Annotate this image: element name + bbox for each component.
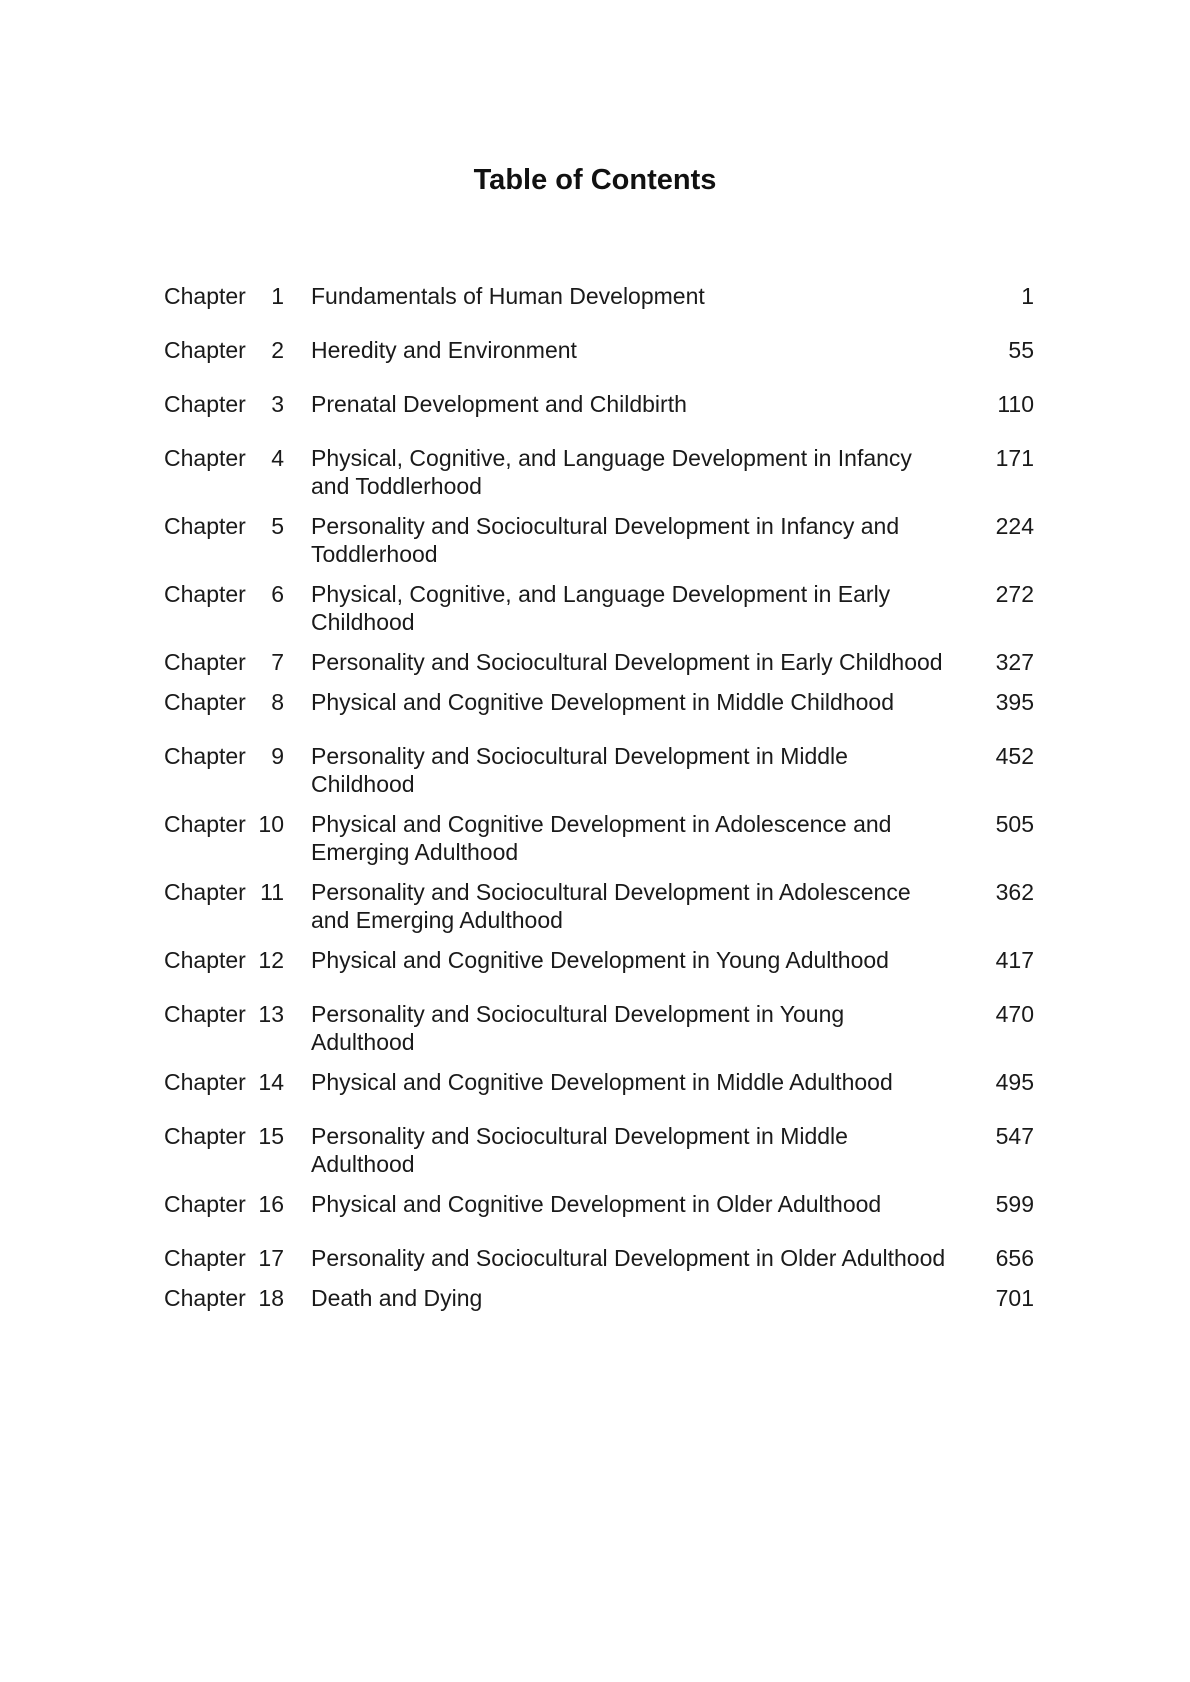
chapter-title: Physical and Cognitive Development in Older Adulthood — [311, 1191, 882, 1217]
toc-entry-9 — [164, 742, 1034, 798]
page-number: 110 — [997, 391, 1034, 417]
chapter-title: Physical and Cognitive Development in Middle Adulthood — [311, 1069, 893, 1095]
chapter-label: Chapter — [164, 811, 246, 837]
chapter-label: Chapter — [164, 283, 246, 309]
toc-entry-8 — [164, 688, 1034, 716]
toc-entry-12 — [164, 946, 1034, 974]
chapter-title: Physical and Cognitive Development in Middle Childhood — [311, 689, 894, 715]
chapter-number: 12 — [258, 947, 284, 973]
chapter-label: Chapter — [164, 743, 246, 769]
chapter-label: Chapter — [164, 581, 246, 607]
toc-entry-4 — [164, 444, 1034, 500]
chapter-title: Physical, Cognitive, and Language Development in Early Childhood — [311, 581, 891, 635]
chapter-number: 1 — [271, 283, 284, 309]
chapter-title: Personality and Sociocultural Development in Adolescence and Emerging Adulthood — [311, 879, 911, 933]
chapter-number: 6 — [271, 581, 284, 607]
page-number: 599 — [995, 1191, 1034, 1217]
chapter-title: Death and Dying — [311, 1285, 483, 1311]
chapter-number: 2 — [271, 337, 284, 363]
chapter-number: 16 — [258, 1191, 284, 1217]
chapter-number: 18 — [258, 1285, 284, 1311]
chapter-label: Chapter — [164, 1285, 246, 1311]
chapter-number: 11 — [260, 879, 284, 905]
chapter-label: Chapter — [164, 1191, 246, 1217]
page-number: 327 — [995, 649, 1034, 675]
chapter-label: Chapter — [164, 1001, 246, 1027]
chapter-label: Chapter — [164, 689, 246, 715]
chapter-title: Personality and Sociocultural Development in Early Childhood — [311, 649, 943, 675]
toc-entry-2 — [164, 336, 1034, 364]
toc-entry-1 — [164, 282, 1034, 310]
chapter-title: Personality and Sociocultural Development in Middle Childhood — [311, 743, 848, 797]
chapter-title: Physical and Cognitive Development in Adolescence and Emerging Adulthood — [311, 811, 892, 865]
page-number: 171 — [995, 445, 1034, 471]
chapter-label: Chapter — [164, 391, 246, 417]
page-number: 395 — [995, 689, 1034, 715]
toc-entry-15 — [164, 1122, 1034, 1178]
chapter-label: Chapter — [164, 1245, 246, 1271]
chapter-label: Chapter — [164, 337, 246, 363]
page-number: 656 — [995, 1245, 1034, 1271]
chapter-title: Fundamentals of Human Development — [311, 283, 705, 309]
chapter-title: Prenatal Development and Childbirth — [311, 391, 687, 417]
chapter-label: Chapter — [164, 1069, 246, 1095]
page-number: 452 — [995, 743, 1034, 769]
page-number: 55 — [1008, 337, 1034, 363]
page-number: 701 — [995, 1285, 1034, 1311]
table-of-contents — [164, 282, 1034, 1312]
toc-entry-13 — [164, 1000, 1034, 1056]
page-title: Table of Contents — [473, 164, 717, 196]
chapter-title: Physical and Cognitive Development in Young Adulthood — [311, 947, 889, 973]
chapter-number: 5 — [271, 513, 284, 539]
toc-entry-3 — [164, 390, 1034, 418]
chapter-number: 4 — [271, 445, 284, 471]
chapter-title: Personality and Sociocultural Development in Infancy and Toddlerhood — [311, 513, 900, 567]
toc-entry-17 — [164, 1244, 1034, 1272]
chapter-number: 17 — [258, 1245, 284, 1271]
chapter-number: 14 — [258, 1069, 284, 1095]
chapter-number: 13 — [258, 1001, 284, 1027]
page-number: 362 — [995, 879, 1034, 905]
toc-entry-10 — [164, 810, 1034, 866]
chapter-title: Personality and Sociocultural Development in Older Adulthood — [311, 1245, 946, 1271]
chapter-number: 7 — [271, 649, 284, 675]
toc-entry-6 — [164, 580, 1034, 636]
chapter-label: Chapter — [164, 445, 246, 471]
toc-entry-7 — [164, 648, 1034, 676]
chapter-label: Chapter — [164, 1123, 246, 1149]
chapter-number: 9 — [271, 743, 284, 769]
page-number: 417 — [995, 947, 1034, 973]
chapter-number: 8 — [271, 689, 284, 715]
chapter-label: Chapter — [164, 649, 246, 675]
chapter-label: Chapter — [164, 513, 246, 539]
page-number: 1 — [1021, 283, 1034, 309]
page-number: 495 — [995, 1069, 1034, 1095]
chapter-title: Heredity and Environment — [311, 337, 577, 363]
chapter-number: 15 — [258, 1123, 284, 1149]
chapter-label: Chapter — [164, 947, 246, 973]
chapter-title: Personality and Sociocultural Development in Middle Adulthood — [311, 1123, 848, 1177]
page-number: 470 — [995, 1001, 1034, 1027]
chapter-number: 10 — [258, 811, 284, 837]
toc-entry-11 — [164, 878, 1034, 934]
chapter-title: Personality and Sociocultural Development in Young Adulthood — [311, 1001, 845, 1055]
chapter-number: 3 — [271, 391, 284, 417]
toc-entry-14 — [164, 1068, 1034, 1096]
toc-entry-5 — [164, 512, 1034, 568]
toc-entry-18 — [164, 1284, 1034, 1312]
toc-entry-16 — [164, 1190, 1034, 1218]
chapter-label: Chapter — [164, 879, 246, 905]
chapter-title: Physical, Cognitive, and Language Development in Infancy and Toddlerhood — [311, 445, 912, 499]
page-number: 547 — [995, 1123, 1034, 1149]
page-number: 272 — [995, 581, 1034, 607]
page-number: 224 — [995, 513, 1034, 539]
page-number: 505 — [995, 811, 1034, 837]
